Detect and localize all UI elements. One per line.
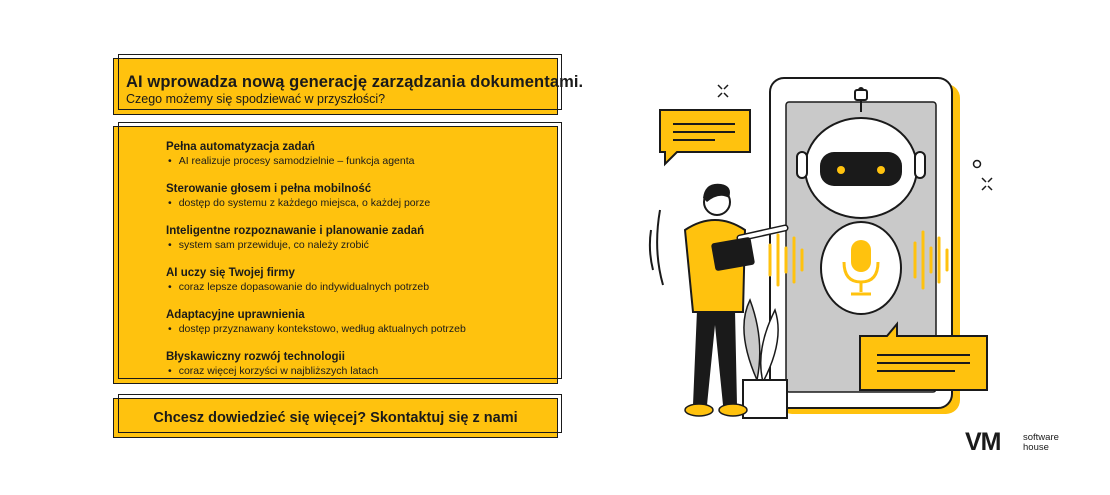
feature-title: Inteligentne rozpoznawanie i planowanie zadań [166, 225, 425, 237]
feature-description: • AI realizuje procesy samodzielnie – funkcja agenta [166, 155, 415, 167]
brand-logo [965, 428, 1075, 462]
feature-item [166, 183, 430, 209]
feature-item [166, 141, 415, 167]
feature-description: • dostęp przyznawany kontekstowo, według aktualnych potrzeb [166, 323, 466, 335]
contact-cta-button[interactable] [113, 398, 558, 438]
feature-title: Sterowanie głosem i pełna mobilność [166, 183, 372, 195]
logo-text [1023, 433, 1059, 453]
feature-description: • coraz więcej korzyści w najbliższych latach [166, 365, 378, 377]
feature-item [166, 267, 429, 293]
feature-item [166, 351, 378, 377]
page-title: AI wprowadza nową generację zarządzania dokumentami. [126, 73, 584, 91]
feature-description: • dostęp do systemu z każdego miejsca, o każdej porze [166, 197, 430, 209]
feature-title: Błyskawiczny rozwój technologii [166, 351, 345, 363]
feature-item [166, 309, 466, 335]
feature-item [166, 225, 424, 251]
feature-title: Adaptacyjne uprawnienia [166, 309, 305, 321]
page-subtitle: Czego możemy się spodziewać w przyszłości? [126, 92, 386, 106]
features-panel [113, 126, 558, 384]
title-banner [113, 58, 584, 115]
feature-title: AI uczy się Twojej firmy [166, 267, 295, 279]
logo-mark: VM [965, 428, 1001, 456]
contact-cta-label: Chcesz dowiedzieć się więcej? Skontaktuj się z nami [153, 410, 518, 426]
ai-assistant-illustration [615, 60, 1015, 425]
feature-title: Pełna automatyzacja zadań [166, 141, 315, 153]
logo-line-2: house [1023, 442, 1049, 453]
feature-description: • system sam przewiduje, co należy zrobić [166, 239, 424, 251]
feature-description: • coraz lepsze dopasowanie do indywidualnych potrzeb [166, 281, 429, 293]
chat-bubble-icon [660, 110, 750, 164]
logo-line-1: software [1023, 432, 1059, 443]
